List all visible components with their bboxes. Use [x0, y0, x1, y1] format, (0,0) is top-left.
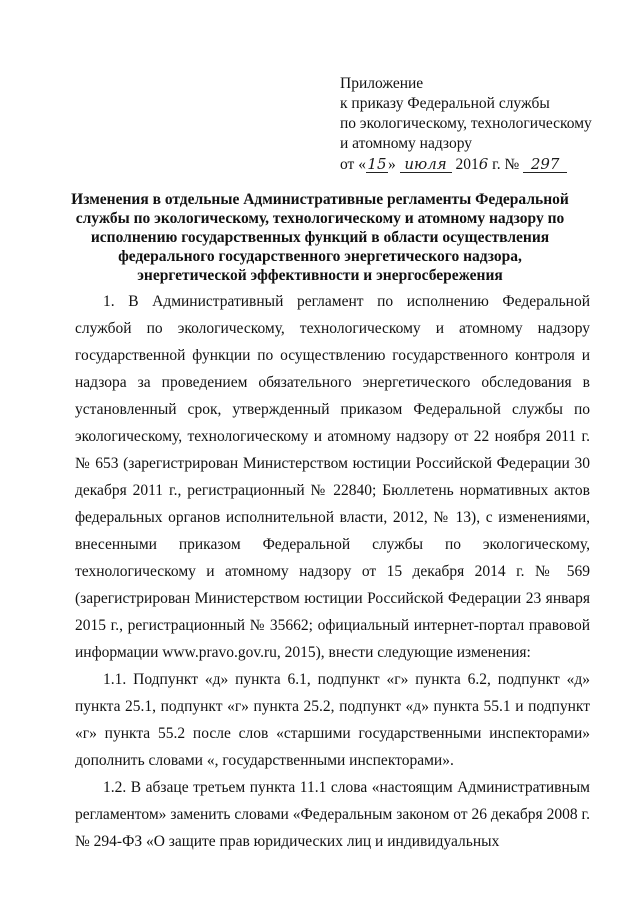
- date-prefix: от «: [340, 156, 366, 173]
- paragraph-1-1: 1.1. Подпункт «д» пункта 6.1, подпункт «г» пункта 6.2, подпункт «д» пункта 25.1, подпункт «г» пункта 25.2, подпункт «д» пункта 55.1 и подпункт «г» пункта 55.2 после слов «старшими государственными инспекторами» дополнить словами «, государственными инспекторами».: [75, 671, 590, 769]
- appendix-line-3: по экологическому, технологическому: [340, 115, 592, 132]
- year-number-label: г. №: [492, 156, 520, 173]
- appendix-line-2: к приказу Федеральной службы: [340, 95, 550, 112]
- paragraph-1: 1. В Административный регламент по исполнению Федеральной службой по экологическому, технологическому и атомному надзору государственной функции по осуществлению государственного контроля и надзора за проведением обязательного энергетического обследования в установленный срок, утвержденный приказом Федеральной службы по экологическому, технологическому и атомному надзору от 22 ноября 2011 г. № 653 (зарегистрирован Министерством юстиции Российской Федерации 30 декабря 2011 г., регистрационный № 22840; Бюллетень нормативных актов федеральных органов исполнительной власти, 2012, № 13), с изменениями, внесенными приказом Федеральной службы по экологическому, технологическому и атомному надзору от 15 декабря 2014 г. № 569 (зарегистрирован Министерством юстиции Российской Федерации 23 января 2015 г., регистрационный № 35662; официальный интернет-портал правовой информации www.pravo.gov.ru, 2015), внести следующие изменения:: [75, 293, 590, 661]
- year-prefix: 201: [455, 156, 479, 173]
- appendix-line-1: Приложение: [340, 75, 424, 92]
- paragraph-1-2: 1.2. В абзаце третьем пункта 11.1 слова «настоящим Административным регламентом» заменить словами «Федеральным законом от 26 декабря 2008 г. № 294-ФЗ «О защите прав юридических лиц и индивидуальных: [75, 779, 590, 850]
- appendix-date-line: [340, 154, 630, 175]
- handwritten-month: июля: [400, 156, 452, 173]
- handwritten-day: 15: [367, 155, 387, 173]
- date-mid: »: [387, 156, 396, 173]
- document-body: [75, 288, 590, 855]
- appendix-line-4: и атомному надзору: [340, 135, 472, 152]
- document-title: Изменения в отдельные Административные регламенты Федеральной службы по экологическому, технологическому и атомному надзору по исполнению государственных функций в области осуществления федерального государственного энергетического надзора, энергетической эффективности и энергосбережения: [71, 191, 569, 284]
- handwritten-year-digit: 6: [478, 155, 489, 173]
- handwritten-order-number: 297: [523, 156, 567, 173]
- appendix-header: [340, 74, 630, 175]
